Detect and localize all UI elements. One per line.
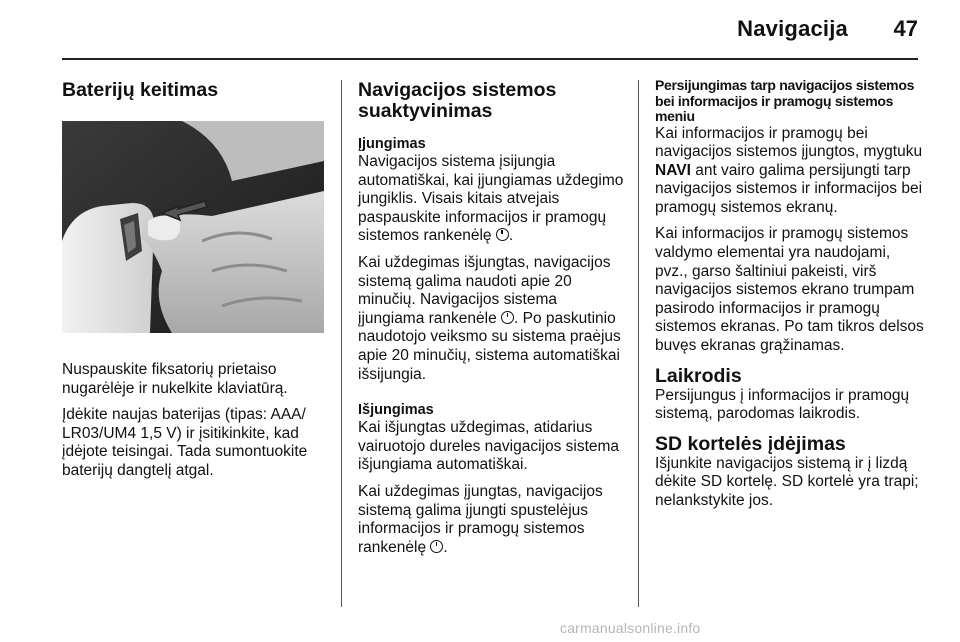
section-title: Navigacija: [737, 16, 848, 41]
header-rule: [62, 58, 918, 60]
column-divider: [341, 80, 342, 607]
clock-paragraph: Persijungus į informacijos ir pramogų sistemą, parodomas laikrodis.: [655, 386, 910, 423]
page-number: 47: [893, 16, 918, 41]
column-battery: [62, 74, 324, 489]
page-header: [0, 0, 960, 62]
heading-switching: Persijungimas tarp navigacijos sistemos bei informacijos ir pramogų sistemos meniu: [655, 77, 915, 124]
off-paragraph-1: Kai išjungtas uždegimas, atidarius vairuotojo dureles navigacijos sistema išjungiama automatiškai.: [358, 419, 620, 474]
sd-card-paragraph: Išjunkite navigacijos sistemą ir į lizdą dėkite SD kortelę. SD kortelė yra trapi; nelankstykite jos.: [655, 454, 919, 509]
heading-battery: Baterijų keitimas: [62, 79, 219, 101]
on-paragraph-1: Navigacijos sistema įsijungia automatiškai, kai įjungiamas uždegimo jungiklis. Visais kitais atvejais paspauskite informacijos ir pramogų sistemos rankenėlę .: [358, 153, 624, 245]
knob-icon: [496, 228, 509, 241]
watermark: carmanualsonline.info: [560, 620, 701, 636]
subheading-off: Išjungimas: [358, 402, 434, 419]
navi-key-label: NAVI: [655, 161, 691, 179]
subheading-on: Įjungimas: [358, 136, 426, 152]
remote-battery-photo: [62, 121, 324, 333]
column-divider: [638, 80, 639, 607]
battery-instruction-2: Įdėkite naujas baterijas (tipas: AAA/ LR03/UM4 1,5 V) ir įsitikinkite, kad įdėjote teisingai. Tada sumontuokite baterijų dangtelį atgal.: [62, 406, 308, 479]
off-paragraph-2: Kai uždegimas įjungtas, navigacijos sistemą galima įjungti spustelėjus informacijos ir pramogų sistemos rankenėlę .: [358, 482, 603, 556]
on-paragraph-2: Kai uždegimas išjungtas, navigacijos sistemą galima naudoti apie 20 minučių. Navigacijos sistema įjungiama rankenėle . Po paskutinio naudotojo veiksmo su sistema praėjus apie 20 minučių, sistema automatiškai išsijungia.: [358, 253, 621, 383]
battery-instruction-1: Nuspauskite fiksatorių prietaiso nugarėlėje ir nukelkite klaviatūrą.: [62, 361, 288, 397]
knob-icon: [501, 311, 514, 324]
switch-paragraph-1: Kai informacijos ir pramogų bei navigacijos sistemos įjungtos, mygtuku NAVI ant vairo galima persijungti tarp navigacijos sistemos ir informacijos bei pramogų sistemos ekranų.: [655, 124, 923, 216]
remote-battery-illustration: [62, 121, 324, 333]
heading-sd-card: SD kortelės įdėjimas: [655, 432, 846, 455]
heading-activation: Navigacijos sistemos suaktyvinimas: [358, 79, 557, 122]
switch-paragraph-2: Kai informacijos ir pramogų sistemos valdymo elementai yra naudojami, pvz., garso šaltiniui pakeisti, virš navigacijos sistemos ekrano trumpam pasirodo informacijos ir pramogų sistemos ekranas. Po tam tikros delsos buvęs ekranas grąžinamas.: [655, 225, 924, 355]
knob-icon: [430, 540, 443, 553]
column-switching: [655, 74, 925, 519]
column-activation: [358, 74, 626, 565]
heading-clock: Laikrodis: [655, 364, 742, 387]
